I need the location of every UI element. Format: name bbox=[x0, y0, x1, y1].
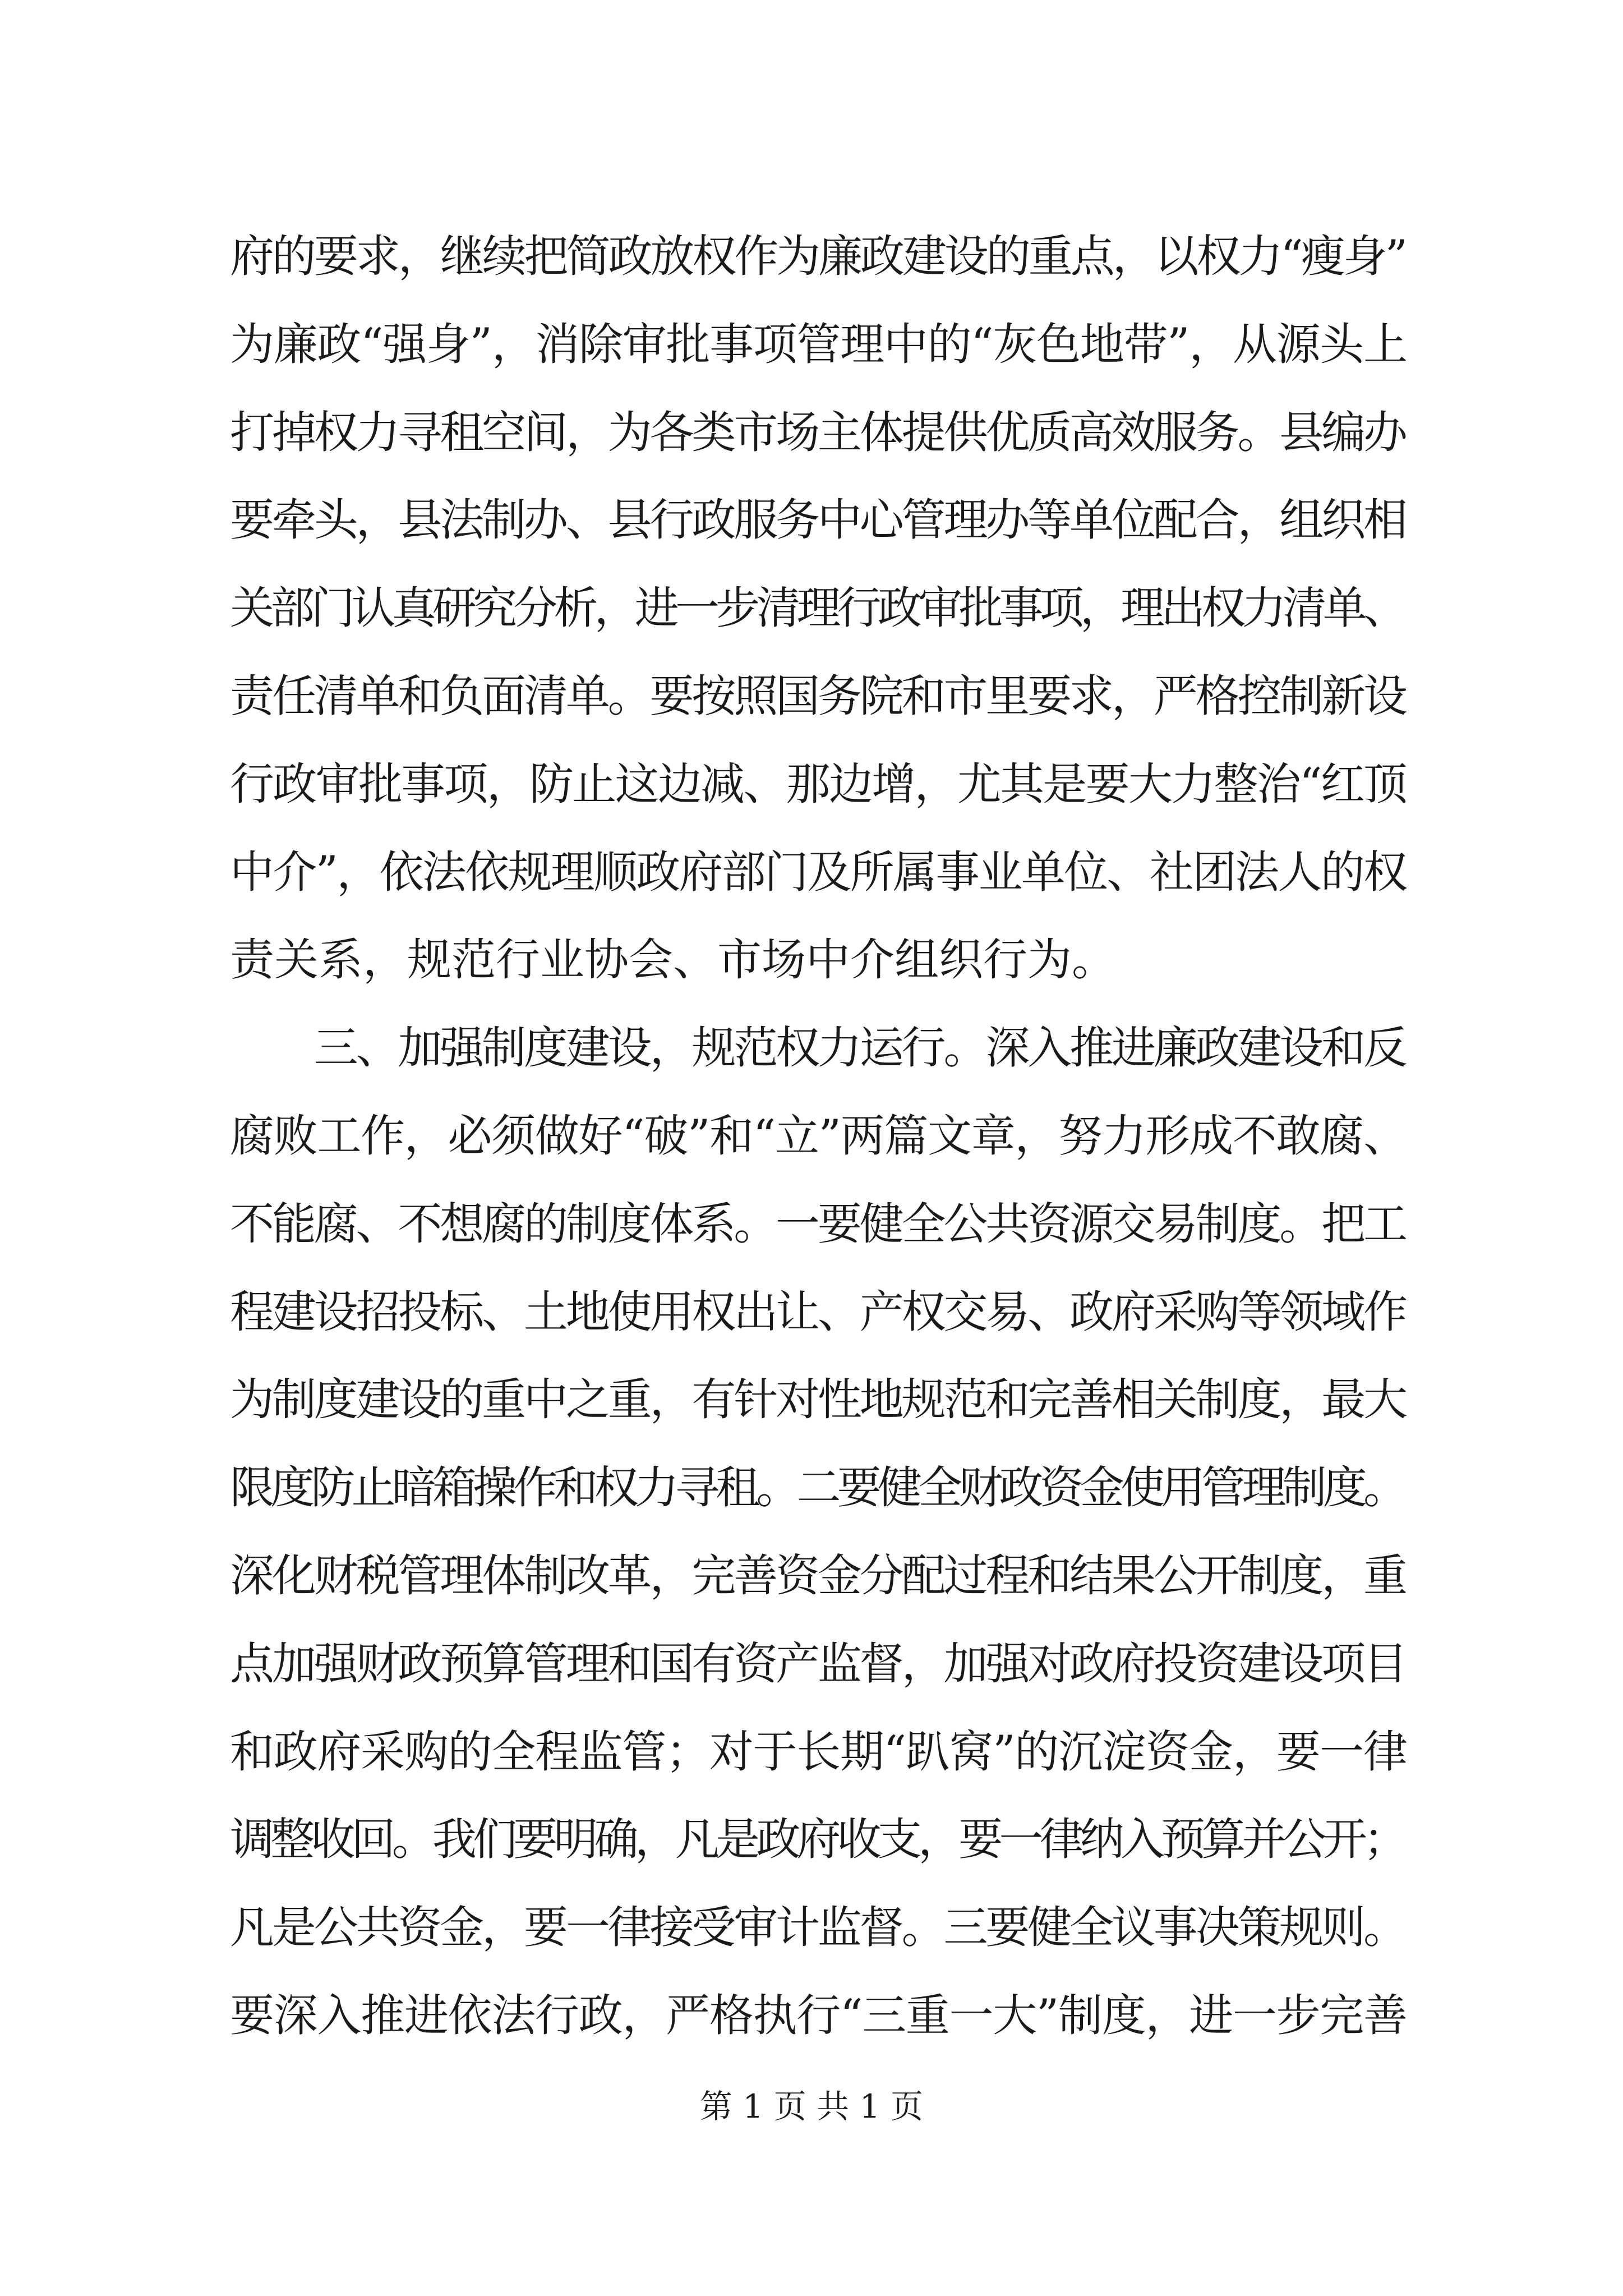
text-line: 调整收回。我们要明确，凡是政府收支，要一律纳入预算并公开； bbox=[230, 1814, 1404, 1866]
text-line: 行政审批事项，防止这边减、那边增，尤其是要大力整治“红顶 bbox=[230, 758, 1407, 810]
text-line: 要深入推进依法行政，严格执行“三重一大”制度，进一步完善 bbox=[230, 1989, 1407, 2041]
page-footer: 第 1 页 共 1 页 bbox=[700, 2087, 923, 2125]
text-line: 限度防止暗箱操作和权力寻租。二要健全财政资金使用管理制度。 bbox=[230, 1462, 1404, 1514]
text-line: 要牵头，县法制办、县行政服务中心管理办等单位配合，组织相 bbox=[230, 494, 1405, 546]
text-line: 打掉权力寻租空间，为各类市场主体提供优质高效服务。县编办 bbox=[230, 406, 1405, 458]
text-line: 腐败工作，必须做好“破”和“立”两篇文章，努力形成不敢腐、 bbox=[230, 1110, 1407, 1162]
text-line: 关部门认真研究分析，进一步清理行政审批事项，理出权力清单、 bbox=[230, 582, 1404, 634]
text-line: 点加强财政预算管理和国有资产监督，加强对政府投资建设项目 bbox=[230, 1637, 1405, 1690]
text-line: 凡是公共资金，要一律接受审计监督。三要健全议事决策规则。 bbox=[230, 1902, 1405, 1954]
text-line: 责关系，规范行业协会、市场中介组织行为。 bbox=[230, 934, 1116, 986]
text-line: 为廉政“强身”，消除审批事项管理中的“灰色地带”，从源头上 bbox=[230, 318, 1407, 370]
text-line: 不能腐、不想腐的制度体系。一要健全公共资源交易制度。把工 bbox=[230, 1198, 1405, 1250]
text-line: 程建设招投标、土地使用权出让、产权交易、政府采购等领域作 bbox=[230, 1286, 1405, 1338]
text-line: 责任清单和负面清单。要按照国务院和市里要求，严格控制新设 bbox=[230, 670, 1405, 722]
text-line: 中介”，依法依规理顺政府部门及所属事业单位、社团法人的权 bbox=[230, 846, 1407, 898]
text-line: 为制度建设的重中之重，有针对性地规范和完善相关制度，最大 bbox=[230, 1374, 1405, 1426]
text-line: 和政府采购的全程监管；对于长期“趴窝”的沉淀资金，要一律 bbox=[230, 1726, 1407, 1778]
document-body bbox=[230, 213, 1408, 2060]
text-line: 深化财税管理体制改革，完善资金分配过程和结果公开制度，重 bbox=[230, 1549, 1405, 1602]
text-line: 三、加强制度建设，规范权力运行。深入推进廉政建设和反 bbox=[230, 1022, 1405, 1074]
paragraph-2 bbox=[230, 1004, 1408, 2060]
paragraph-1 bbox=[230, 213, 1408, 1004]
text-line: 府的要求，继续把简政放权作为廉政建设的重点，以权力“瘦身” bbox=[230, 231, 1405, 282]
